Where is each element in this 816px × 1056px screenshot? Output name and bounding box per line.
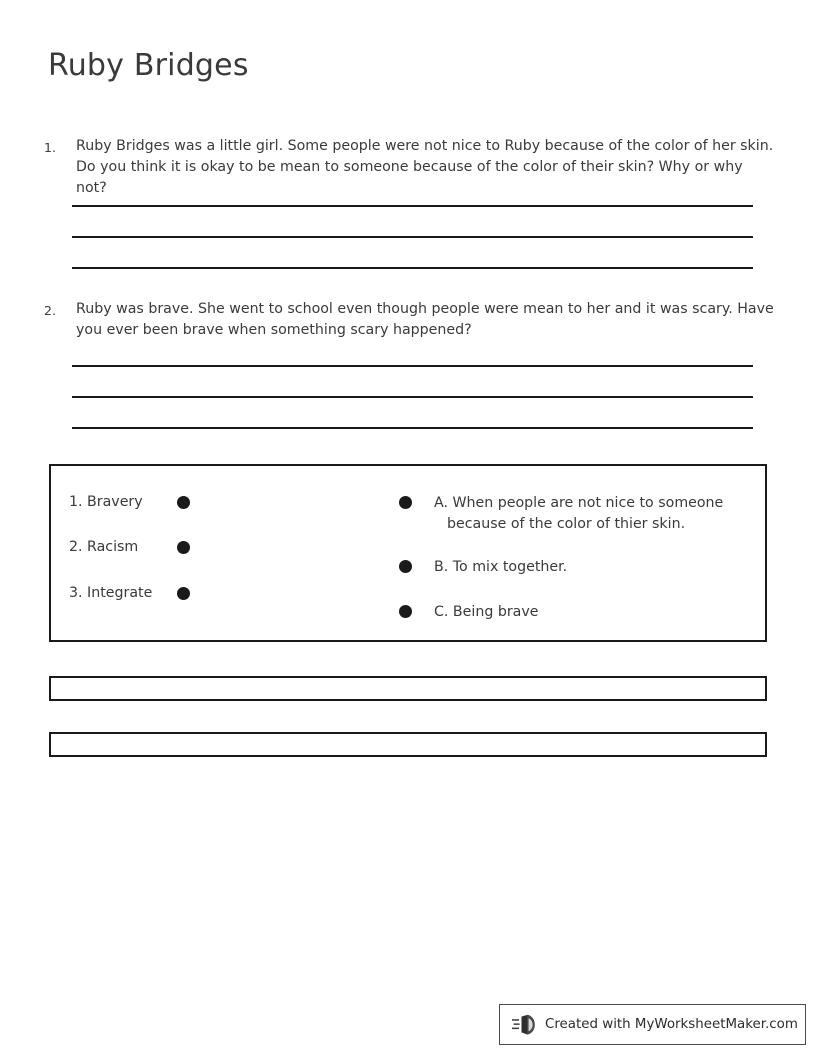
matching-right-label-line1: A. When people are not nice to someone xyxy=(434,495,724,511)
match-dot-icon[interactable] xyxy=(177,587,190,600)
match-dot-icon[interactable] xyxy=(177,496,190,509)
matching-left-label: 3. Integrate xyxy=(69,585,153,601)
myworksheetmaker-logo-icon xyxy=(512,1013,538,1037)
matching-exercise-box xyxy=(49,464,767,642)
answer-lines-2 xyxy=(72,365,753,429)
footer-attribution-text: Created with MyWorksheetMaker.com xyxy=(545,1016,798,1032)
answer-box[interactable] xyxy=(49,732,767,757)
matching-right-item[interactable] xyxy=(399,557,759,578)
question-text: Ruby was brave. She went to school even though people were mean to her and it was scary. Have you ever been brave when something scary happened? xyxy=(76,301,774,338)
answer-lines-1 xyxy=(72,205,753,269)
page-title: Ruby Bridges xyxy=(48,48,249,83)
footer-attribution-badge xyxy=(499,1004,806,1045)
match-dot-icon[interactable] xyxy=(399,605,412,618)
question-block-2 xyxy=(44,299,774,341)
question-number: 2. xyxy=(44,303,56,318)
answer-line[interactable] xyxy=(72,365,753,367)
matching-right-label xyxy=(412,493,723,535)
matching-left-column xyxy=(51,466,391,640)
match-dot-icon[interactable] xyxy=(399,560,412,573)
question-row xyxy=(44,299,774,341)
question-row xyxy=(44,136,774,199)
match-dot-icon[interactable] xyxy=(177,541,190,554)
question-text: Ruby Bridges was a little girl. Some people were not nice to Ruby because of the color of her skin. Do you think it is okay to be mean to someone because of the color of their skin? Why or why not? xyxy=(76,138,774,196)
answer-line[interactable] xyxy=(72,427,753,429)
matching-right-column xyxy=(391,466,765,640)
answer-line[interactable] xyxy=(72,396,753,398)
matching-left-label: 1. Bravery xyxy=(69,494,143,510)
matching-right-item[interactable] xyxy=(399,493,759,535)
matching-left-item[interactable] xyxy=(69,584,379,603)
answer-box[interactable] xyxy=(49,676,767,701)
matching-right-item[interactable] xyxy=(399,602,759,623)
matching-right-label: C. Being brave xyxy=(434,604,539,620)
answer-line[interactable] xyxy=(72,267,753,269)
matching-left-label: 2. Racism xyxy=(69,539,139,555)
question-number: 1. xyxy=(44,140,56,155)
matching-left-item[interactable] xyxy=(69,538,379,557)
answer-line[interactable] xyxy=(72,205,753,207)
answer-line[interactable] xyxy=(72,236,753,238)
question-block-1 xyxy=(44,136,774,199)
matching-right-label-line2: because of the color of thier skin. xyxy=(447,516,686,532)
matching-left-item[interactable] xyxy=(69,493,379,512)
matching-right-label: B. To mix together. xyxy=(434,559,568,575)
match-dot-icon[interactable] xyxy=(399,496,412,509)
